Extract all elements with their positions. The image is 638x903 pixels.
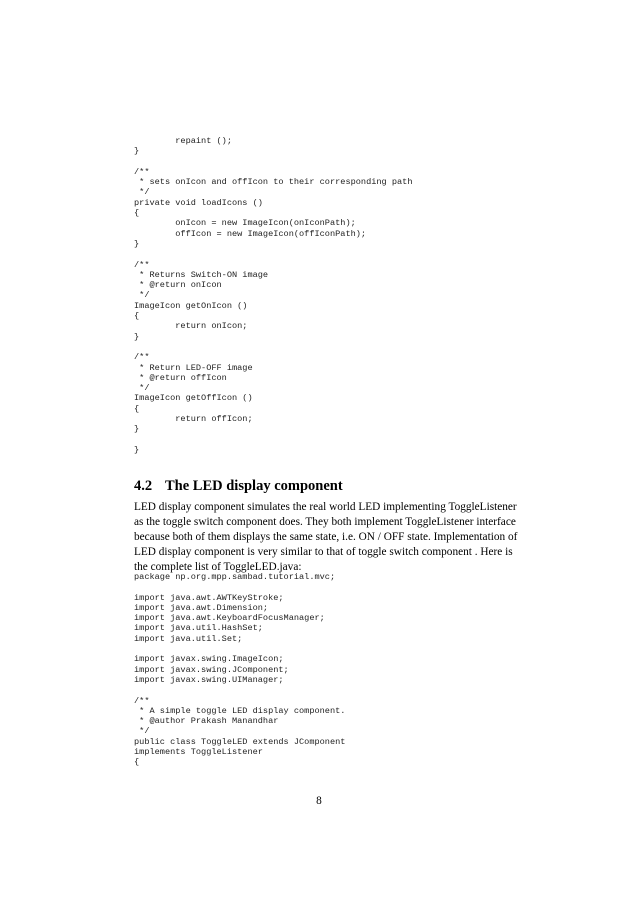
paragraph-line: the complete list of ToggleLED.java: — [134, 561, 302, 574]
body-paragraph — [134, 500, 518, 575]
section-title: The LED display component — [165, 478, 343, 494]
page-number: 8 — [316, 795, 322, 807]
paragraph-line: LED display component simulates the real world LED implementing ToggleListener — [134, 501, 517, 513]
paragraph-line: LED display component is very similar to that of toggle switch component . Here is — [134, 546, 513, 559]
paragraph-line: as the toggle switch component does. They both implement ToggleListener interface — [134, 516, 516, 529]
paragraph-line: because both of them displays the same state, i.e. ON / OFF state. Implementation of — [134, 531, 518, 544]
section-number: 4.2 — [134, 478, 153, 494]
code-listing-top: repaint (); } /** * sets onIcon and offIcon to their corresponding path */ private void loadIcons () { onIcon = new ImageIcon(onIconPath); offIcon = new ImageIcon(offIconPath); } /** * Returns Switch-ON image * @return onIcon */ ImageIcon getOnIcon () { return onIcon; } /** * Return LED-OFF image * @return offIcon */ ImageIcon getOffIcon () { return offIcon; } } — [134, 136, 413, 455]
section-heading — [134, 478, 343, 495]
code-listing-bottom: package np.org.mpp.sambad.tutorial.mvc; import java.awt.AWTKeyStroke; import java.awt.Dimension; import java.awt.KeyboardFocusManager; import java.util.HashSet; import java.util.Set; import javax.swing.ImageIcon; import javax.swing.JComponent; import javax.swing.UIManager; /** * A simple toggle LED display component. * @author Prakash Manandhar */ public class ToggleLED extends JComponent implements ToggleListener { — [134, 572, 346, 768]
